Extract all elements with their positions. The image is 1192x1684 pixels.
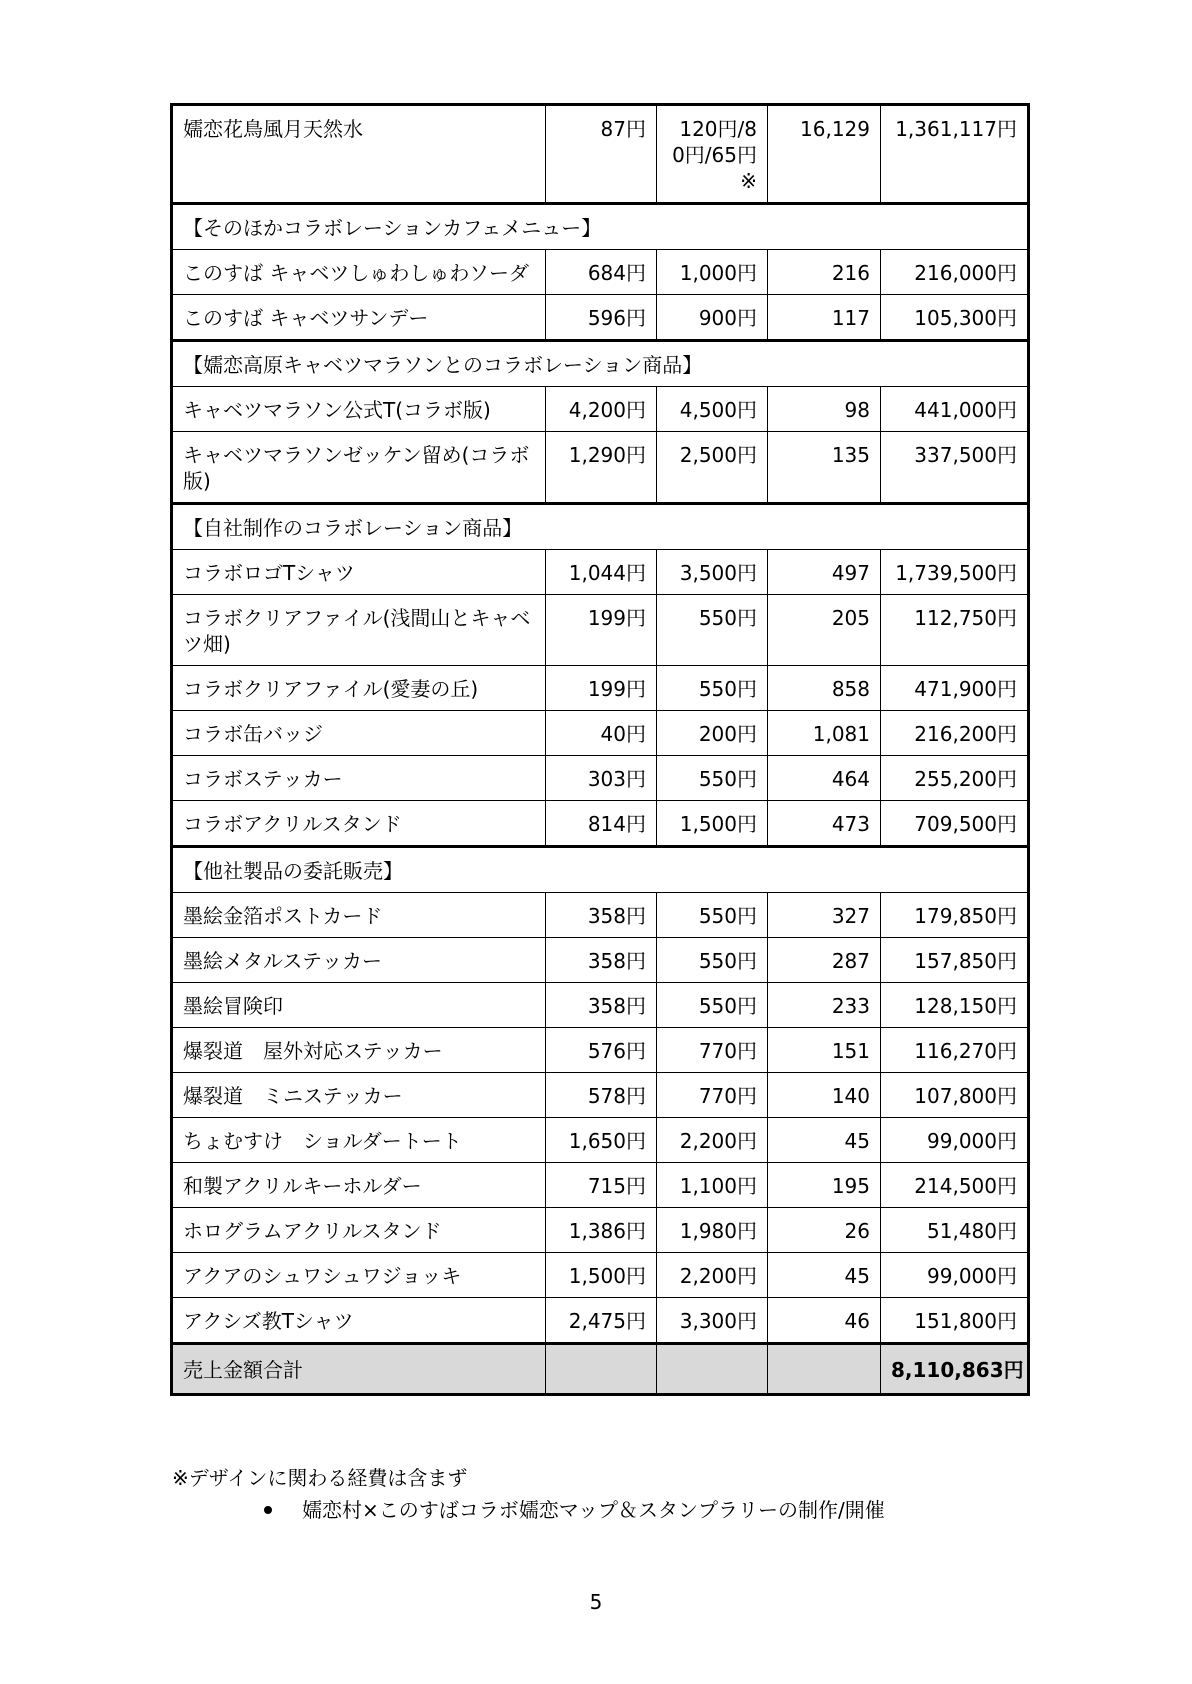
sales-table: [170, 103, 1030, 1396]
quantity-cell: 98: [768, 387, 881, 432]
cost-cell: 358円: [546, 938, 657, 983]
page-number: 5: [589, 1590, 603, 1614]
table-row: [172, 250, 1029, 295]
cost-cell: 715円: [546, 1163, 657, 1208]
item-name-cell: このすば キャベツサンデー: [172, 295, 546, 341]
table-row: [172, 595, 1029, 666]
table-row: [172, 432, 1029, 504]
sales-total-cell: 216,200円: [881, 711, 1029, 756]
cost-cell: 4,200円: [546, 387, 657, 432]
cost-cell: 87円: [546, 105, 657, 204]
cost-cell: 40円: [546, 711, 657, 756]
table-row: [172, 711, 1029, 756]
bullet-icon: [264, 1506, 272, 1514]
item-name-cell: コラボクリアファイル(愛妻の丘): [172, 666, 546, 711]
sales-total-cell: 1,361,117円: [881, 105, 1029, 204]
footnote: ※デザインに関わる経費は含まず: [172, 1466, 468, 1490]
sales-total-cell: 709,500円: [881, 801, 1029, 847]
price-cell: 550円: [657, 983, 768, 1028]
table-row: [172, 1028, 1029, 1073]
item-name-cell: コラボロゴTシャツ: [172, 550, 546, 595]
cost-cell: 1,044円: [546, 550, 657, 595]
price-cell: 550円: [657, 756, 768, 801]
table-row: [172, 550, 1029, 595]
sales-total-cell: 1,739,500円: [881, 550, 1029, 595]
price-cell: 2,500円: [657, 432, 768, 504]
cost-cell: 1,500円: [546, 1253, 657, 1298]
item-name-cell: コラボアクリルスタンド: [172, 801, 546, 847]
table-row: [172, 938, 1029, 983]
item-name-cell: 和製アクリルキーホルダー: [172, 1163, 546, 1208]
total-value: 8,110,863円: [881, 1344, 1029, 1395]
price-cell: 1,000円: [657, 250, 768, 295]
total-empty-cell: [768, 1344, 881, 1395]
item-name-cell: ちょむすけ ショルダートート: [172, 1118, 546, 1163]
price-cell: 550円: [657, 893, 768, 938]
section-title: 【嬬恋高原キャベツマラソンとのコラボレーション商品】: [172, 341, 1029, 387]
quantity-cell: 1,081: [768, 711, 881, 756]
bullet-item: [264, 1496, 885, 1524]
price-cell: 770円: [657, 1028, 768, 1073]
quantity-cell: 45: [768, 1118, 881, 1163]
item-name-cell: キャベツマラソン公式T(コラボ版): [172, 387, 546, 432]
item-name-cell: キャベツマラソンゼッケン留め(コラボ版): [172, 432, 546, 504]
sales-total-cell: 216,000円: [881, 250, 1029, 295]
section-header-row: [172, 504, 1029, 550]
cost-cell: 578円: [546, 1073, 657, 1118]
section-header-row: [172, 847, 1029, 893]
bullet-text: 嬬恋村×このすばコラボ嬬恋マップ＆スタンプラリーの制作/開催: [302, 1498, 885, 1522]
price-cell: 2,200円: [657, 1253, 768, 1298]
section-title: 【他社製品の委託販売】: [172, 847, 1029, 893]
cost-cell: 199円: [546, 666, 657, 711]
table-row: [172, 666, 1029, 711]
item-name-cell: 墨絵冒険印: [172, 983, 546, 1028]
quantity-cell: 858: [768, 666, 881, 711]
quantity-cell: 464: [768, 756, 881, 801]
sales-total-cell: 105,300円: [881, 295, 1029, 341]
price-cell: 3,500円: [657, 550, 768, 595]
quantity-cell: 45: [768, 1253, 881, 1298]
price-cell: 1,980円: [657, 1208, 768, 1253]
sales-total-cell: 441,000円: [881, 387, 1029, 432]
quantity-cell: 287: [768, 938, 881, 983]
item-name-cell: コラボステッカー: [172, 756, 546, 801]
item-name-cell: 爆裂道 屋外対応ステッカー: [172, 1028, 546, 1073]
item-name-cell: アクアのシュワシュワジョッキ: [172, 1253, 546, 1298]
price-cell: 200円: [657, 711, 768, 756]
sales-total-cell: 99,000円: [881, 1118, 1029, 1163]
item-name-cell: 嬬恋花鳥風月天然水: [172, 105, 546, 204]
cost-cell: 358円: [546, 893, 657, 938]
table-row: [172, 387, 1029, 432]
quantity-cell: 195: [768, 1163, 881, 1208]
quantity-cell: 16,129: [768, 105, 881, 204]
quantity-cell: 117: [768, 295, 881, 341]
price-cell: 770円: [657, 1073, 768, 1118]
section-header-row: [172, 341, 1029, 387]
table-body: [172, 105, 1029, 1344]
quantity-cell: 140: [768, 1073, 881, 1118]
item-name-cell: このすば キャベツしゅわしゅわソーダ: [172, 250, 546, 295]
table-row: [172, 893, 1029, 938]
table-row: [172, 801, 1029, 847]
sales-total-cell: 214,500円: [881, 1163, 1029, 1208]
price-cell: 1,100円: [657, 1163, 768, 1208]
total-row: [172, 1344, 1029, 1395]
sales-total-cell: 255,200円: [881, 756, 1029, 801]
item-name-cell: アクシズ教Tシャツ: [172, 1298, 546, 1344]
total-empty-cell: [546, 1344, 657, 1395]
sales-total-cell: 51,480円: [881, 1208, 1029, 1253]
table-row: [172, 1118, 1029, 1163]
price-cell: 1,500円: [657, 801, 768, 847]
section-title: 【自社制作のコラボレーション商品】: [172, 504, 1029, 550]
sales-total-cell: 471,900円: [881, 666, 1029, 711]
sales-total-cell: 179,850円: [881, 893, 1029, 938]
cost-cell: 1,650円: [546, 1118, 657, 1163]
quantity-cell: 216: [768, 250, 881, 295]
item-name-cell: コラボクリアファイル(浅間山とキャベツ畑): [172, 595, 546, 666]
table-row: [172, 1253, 1029, 1298]
cost-cell: 358円: [546, 983, 657, 1028]
sales-total-cell: 337,500円: [881, 432, 1029, 504]
cost-cell: 684円: [546, 250, 657, 295]
table-row: [172, 1208, 1029, 1253]
cost-cell: 199円: [546, 595, 657, 666]
sales-total-cell: 116,270円: [881, 1028, 1029, 1073]
price-cell: 550円: [657, 595, 768, 666]
cost-cell: 596円: [546, 295, 657, 341]
total-empty-cell: [657, 1344, 768, 1395]
cost-cell: 303円: [546, 756, 657, 801]
table-row: [172, 1298, 1029, 1344]
price-cell: 550円: [657, 666, 768, 711]
price-cell: 120円/80円/65円※: [657, 105, 768, 204]
item-name-cell: ホログラムアクリルスタンド: [172, 1208, 546, 1253]
item-name-cell: 墨絵メタルステッカー: [172, 938, 546, 983]
quantity-cell: 473: [768, 801, 881, 847]
price-cell: 2,200円: [657, 1118, 768, 1163]
sales-total-cell: 112,750円: [881, 595, 1029, 666]
item-name-cell: コラボ缶バッジ: [172, 711, 546, 756]
quantity-cell: 26: [768, 1208, 881, 1253]
cost-cell: 814円: [546, 801, 657, 847]
table-row: [172, 983, 1029, 1028]
cost-cell: 1,386円: [546, 1208, 657, 1253]
quantity-cell: 151: [768, 1028, 881, 1073]
quantity-cell: 497: [768, 550, 881, 595]
sales-total-cell: 128,150円: [881, 983, 1029, 1028]
cost-cell: 1,290円: [546, 432, 657, 504]
table-row: [172, 756, 1029, 801]
cost-cell: 576円: [546, 1028, 657, 1073]
section-header-row: [172, 204, 1029, 250]
price-cell: 900円: [657, 295, 768, 341]
price-cell: 550円: [657, 938, 768, 983]
quantity-cell: 135: [768, 432, 881, 504]
table-row: [172, 1073, 1029, 1118]
quantity-cell: 46: [768, 1298, 881, 1344]
quantity-cell: 205: [768, 595, 881, 666]
sales-total-cell: 157,850円: [881, 938, 1029, 983]
item-name-cell: 爆裂道 ミニステッカー: [172, 1073, 546, 1118]
table-row: [172, 105, 1029, 204]
cost-cell: 2,475円: [546, 1298, 657, 1344]
price-cell: 4,500円: [657, 387, 768, 432]
sales-total-cell: 151,800円: [881, 1298, 1029, 1344]
quantity-cell: 327: [768, 893, 881, 938]
table-row: [172, 1163, 1029, 1208]
quantity-cell: 233: [768, 983, 881, 1028]
sales-total-cell: 99,000円: [881, 1253, 1029, 1298]
item-name-cell: 墨絵金箔ポストカード: [172, 893, 546, 938]
table-row: [172, 295, 1029, 341]
total-label: 売上金額合計: [172, 1344, 546, 1395]
section-title: 【そのほかコラボレーションカフェメニュー】: [172, 204, 1029, 250]
sales-total-cell: 107,800円: [881, 1073, 1029, 1118]
price-cell: 3,300円: [657, 1298, 768, 1344]
